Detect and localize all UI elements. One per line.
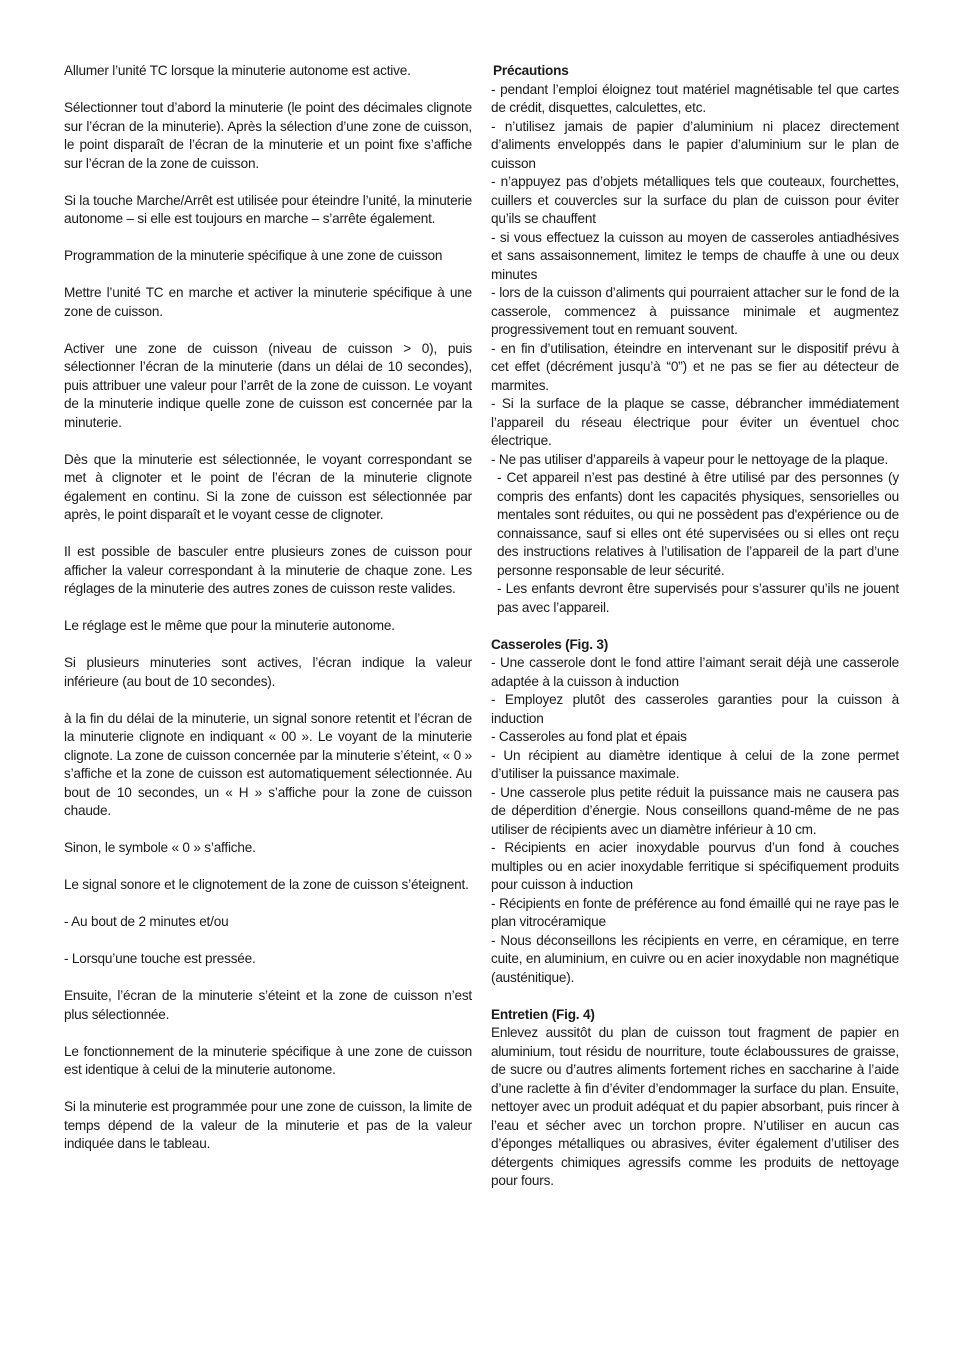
- paragraph: Sinon, le symbole « 0 » s’affiche.: [64, 840, 256, 855]
- casseroles-title: Casseroles (Fig. 3): [491, 636, 609, 652]
- paragraph: Sélectionner tout d’abord la minuterie (le point des décimales clignote sur l’écran de la minuterie). Après la sélection d’une zone de cuisson, le point disparaît de l’écran de la minuterie et un point fixe s’affiche sur l’écran de la zone de cuisson.: [64, 100, 472, 171]
- list-item: - lors de la cuisson d’aliments qui pourraient attacher sur le fond de la casserole, commencez à puissance minimale et augmentez progressivement tout en remuant souvent.: [491, 285, 899, 337]
- paragraph: Activer une zone de cuisson (niveau de cuisson > 0), puis sélectionner l’écran de la minuterie (dans un délai de 10 secondes), puis attribuer une valeur pour l’arrêt de la zone de cuisson. Le voyant de la minuterie indique quelle zone de cuisson est concernée par la minuterie.: [64, 340, 472, 430]
- list-item: - Lorsqu’une touche est pressée.: [64, 951, 256, 966]
- casseroles-section: [491, 636, 899, 988]
- paragraph: Ensuite, l’écran de la minuterie s’éteint et la zone de cuisson n’est plus sélectionnée.: [64, 988, 472, 1022]
- paragraph: Il est possible de basculer entre plusieurs zones de cuisson pour afficher la valeur correspondant à la minuterie de chaque zone. Les réglages de la minuterie des autres zones de cuisson reste valides.: [64, 544, 472, 596]
- paragraph: Le signal sonore et le clignotement de la zone de cuisson s’éteignent.: [64, 877, 469, 892]
- list-item: - si vous effectuez la cuisson au moyen de casseroles antiadhésives et sans assaisonnement, limitez le temps de chauffe à une ou deux minutes: [491, 229, 899, 282]
- list-item: - Récipients en fonte de préférence au fond émaillé qui ne raye pas le plan vitrocéramique: [491, 895, 899, 929]
- right-column: [491, 62, 899, 1209]
- paragraph: Si la minuterie est programmée pour une zone de cuisson, la limite de temps dépend de la valeur de la minuterie et pas de la valeur indiquée dans le tableau.: [64, 1099, 472, 1151]
- list-item: - Employez plutôt des casseroles garanties pour la cuisson à induction: [491, 692, 899, 726]
- list-item: - Les enfants devront être supervisés pour s’assurer qu’ils ne jouent pas avec l’appareil.: [497, 581, 899, 615]
- list-item: - n’utilisez jamais de papier d’aluminium ni placez directement d’aliments enveloppés dans le papier d’aluminium sur le plan de cuisson: [491, 118, 899, 171]
- paragraph: Si plusieurs minuteries sont actives, l’écran indique la valeur inférieure (au bout de 10 secondes).: [64, 655, 472, 689]
- list-item: - Ne pas utiliser d’appareils à vapeur pour le nettoyage de la plaque.: [491, 451, 889, 467]
- paragraph: à la fin du délai de la minuterie, un signal sonore retentit et l’écran de la minuterie clignote en indiquant « 00 ». Le voyant de la minuterie clignote. La zone de cuisson concernée par la minuterie s’éteint, « 0 » s’affiche et la zone de cuisson est automatiquement sélectionnée. Au bout de 10 secondes, un « H » s’affiche pour la zone de cuisson chaude.: [64, 710, 472, 818]
- entretien-title: Entretien (Fig. 4): [491, 1006, 595, 1022]
- list-item: - Si la surface de la plaque se casse, débrancher immédiatement l’appareil du réseau électrique pour éviter un éventuel choc électrique.: [491, 396, 899, 448]
- paragraph: Le fonctionnement de la minuterie spécifique à une zone de cuisson est identique à celui de la minuterie autonome.: [64, 1043, 472, 1077]
- list-item: - Casseroles au fond plat et épais: [491, 729, 687, 744]
- precautions-title: Précautions: [493, 63, 569, 78]
- left-column: [64, 62, 472, 1172]
- paragraph: Allumer l’unité TC lorsque la minuterie autonome est active.: [64, 63, 411, 78]
- list-item: - n’appuyez pas d’objets métalliques tels que couteaux, fourchettes, cuillers et couvercles sur la surface du plan de cuisson pour éviter qu’ils se chauffent: [491, 174, 899, 226]
- paragraph: Si la touche Marche/Arrêt est utilisée pour éteindre l’unité, la minuterie autonome – si elle est toujours en marche – s’arrête également.: [64, 192, 472, 226]
- precautions-section: [491, 62, 899, 617]
- list-item: - Au bout de 2 minutes et/ou: [64, 914, 229, 929]
- list-item: - Cet appareil n’est pas destiné à être utilisé par des personnes (y compris des enfants) dont les capacités physiques, sensorielles ou mentales sont réduites, ou qui ne possèdent pas d'expérience ou de connaissance, sauf si elles ont été supervisées ou si elles ont reçu des instructions relatives à l’utilisation de l’appareil de la part d’une personne responsable de leur sécurité.: [497, 470, 899, 578]
- list-item: - Un récipient au diamètre identique à celui de la zone permet d’utiliser la puissance maximale.: [491, 747, 899, 781]
- list-item: - Récipients en acier inoxydable pourvus d’un fond à couches multiples ou en acier inoxydable ferritique si spécifiquement produits pour cuisson à induction: [491, 840, 899, 892]
- list-item: - Une casserole dont le fond attire l’aimant serait déjà une casserole adaptée à la cuisson à induction: [491, 655, 899, 689]
- subsection-title: Programmation de la minuterie spécifique à une zone de cuisson: [64, 248, 443, 263]
- paragraph: Mettre l’unité TC en marche et activer la minuterie spécifique à une zone de cuisson.: [64, 285, 472, 319]
- entretien-section: [491, 1006, 899, 1191]
- list-item: - pendant l’emploi éloignez tout matériel magnétisable tel que cartes de crédit, disquettes, calculettes, etc.: [491, 81, 899, 115]
- paragraph: Enlevez aussitôt du plan de cuisson tout fragment de papier en aluminium, tout résidu de nourriture, toute éclaboussures de graisse, de sucre ou d’autres aliments fortement riches en saccharine à l’aide d’une raclette à fin d’éviter d’endommager la surface du plan. Ensuite, nettoyer avec un produit adéquat et du papier absorbant, puis rincer à l’eau et sécher avec un torchon propre. N’utiliser en aucun cas d’éponges métalliques ou abrasives, éviter également d’utiliser des détergents chimiques agressifs comme les produits de nettoyage pour fours.: [491, 1025, 899, 1188]
- list-item: - Une casserole plus petite réduit la puissance mais ne causera pas de déperdition d’énergie. Nous conseillons quand-même de ne pas utiliser de récipients avec un diamètre inférieur à 10 cm.: [491, 784, 899, 837]
- paragraph: Dès que la minuterie est sélectionnée, le voyant correspondant se met à clignoter et le point de l’écran de la minuterie clignote également en continu. Si la zone de cuisson est sélectionnée par après, le point disparaît et le voyant cesse de clignoter.: [64, 451, 472, 522]
- list-item: - Nous déconseillons les récipients en verre, en céramique, en terre cuite, en aluminium, en cuivre ou en acier inoxydable non magnétique (austénitique).: [491, 932, 899, 985]
- paragraph: Le réglage est le même que pour la minuterie autonome.: [64, 618, 395, 633]
- list-item: - en fin d’utilisation, éteindre en intervenant sur le dispositif prévu à cet effet (décrément jusqu’à “0”) et ne pas se fier au détecteur de marmites.: [491, 340, 899, 393]
